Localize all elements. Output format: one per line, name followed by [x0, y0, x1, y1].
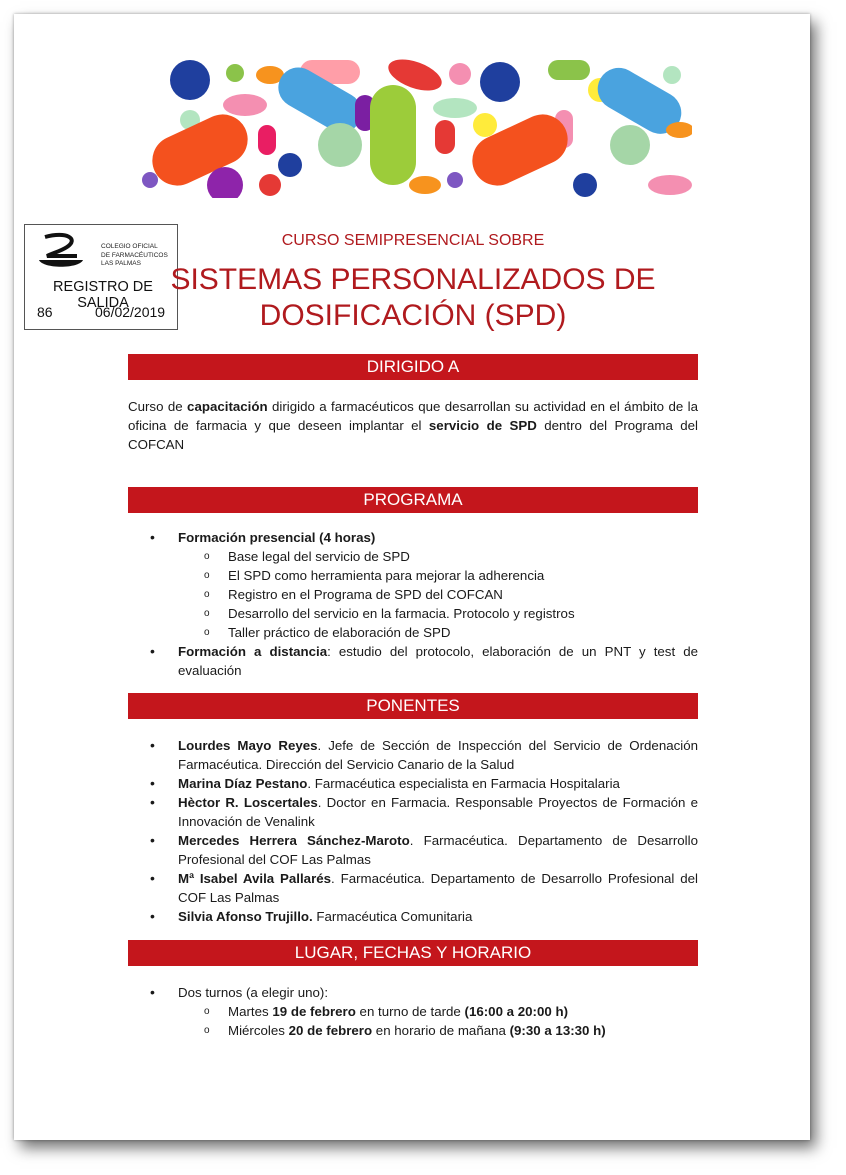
list-item: o Desarrollo del servicio en la farmacia. Protocolo y registros	[204, 604, 698, 623]
section-heading-dirigido: DIRIGIDO A	[128, 354, 698, 380]
list-item: o Base legal del servicio de SPD	[204, 547, 698, 566]
list-item: • Formación presencial (4 horas) o Base legal del servicio de SPD o El SPD como herramienta para mejorar la adherencia o Registro en el Programa de SPD del COFCAN o Desarrollo del servicio en la farmacia. Protocolo y registros o Taller práctico de elaboración de SPD	[150, 528, 698, 642]
list-item: • Silvia Afonso Trujillo. Farmacéutica Comunitaria	[150, 907, 698, 926]
course-title: SISTEMAS PERSONALIZADOS DE DOSIFICACIÓN (SPD)	[170, 263, 656, 332]
section-heading-programa: PROGRAMA	[128, 487, 698, 513]
stamp-organization: COLEGIO OFICIAL DE FARMACÉUTICOS LAS PALMAS	[101, 243, 168, 267]
course-subtitle: CURSO SEMIPRESENCIAL SOBRE	[281, 232, 545, 249]
list-item: o Taller práctico de elaboración de SPD	[204, 623, 698, 642]
section-heading-ponentes: PONENTES	[128, 693, 698, 719]
list-item: • Mercedes Herrera Sánchez-Maroto. Farmacéutica. Departamento de Desarrollo Profesional del COF Las Palmas	[150, 831, 698, 869]
turnos-sublist	[204, 1002, 698, 1040]
list-item: o Registro en el Programa de SPD del COFCAN	[204, 585, 698, 604]
list-item: o El SPD como herramienta para mejorar la adherencia	[204, 566, 698, 585]
list-item: • Marina Díaz Pestano. Farmacéutica especialista en Farmacia Hospitalaria	[150, 774, 698, 793]
list-item: o Martes 19 de febrero en turno de tarde (16:00 a 20:00 h)	[204, 1002, 698, 1021]
list-item: • Mª Isabel Avila Pallarés. Farmacéutica. Departamento de Desarrollo Profesional del COF Las Palmas	[150, 869, 698, 907]
list-item: o Miércoles 20 de febrero en horario de mañana (9:30 a 13:30 h)	[204, 1021, 698, 1040]
colegio-logo-icon	[33, 231, 89, 273]
list-item: • Dos turnos (a elegir uno): o Martes 19 de febrero en turno de tarde (16:00 a 20:00 h) o Miércoles 20 de febrero en horario de mañana (9:30 a 13:30 h)	[150, 983, 698, 1040]
pills-banner-image	[136, 54, 692, 198]
list-item: • Hèctor R. Loscertales. Doctor en Farmacia. Responsable Proyectos de Formación e Innovación de Venalink	[150, 793, 698, 831]
stamp-title: REGISTRO DE SALIDA	[53, 279, 153, 311]
presencial-sublist	[204, 547, 698, 642]
programa-list	[150, 528, 698, 680]
dirigido-paragraph: Curso de capacitación dirigido a farmacéuticos que desarrollan su actividad en el ámbito de la oficina de farmacia y que deseen implantar el servicio de SPD dentro del Programa del COFCAN	[128, 399, 698, 452]
stamp-date: 06/02/2019	[95, 304, 166, 320]
section-heading-lugar: LUGAR, FECHAS Y HORARIO	[128, 940, 698, 966]
stamp-number: 86	[37, 304, 53, 320]
list-item: • Lourdes Mayo Reyes. Jefe de Sección de Inspección del Servicio de Ordenación Farmacéutica. Dirección del Servicio Canario de la Salud	[150, 736, 698, 774]
list-item: • Formación a distancia: estudio del protocolo, elaboración de un PNT y test de evaluación	[150, 642, 698, 680]
lugar-list	[150, 983, 698, 1040]
ponentes-list	[150, 736, 698, 926]
